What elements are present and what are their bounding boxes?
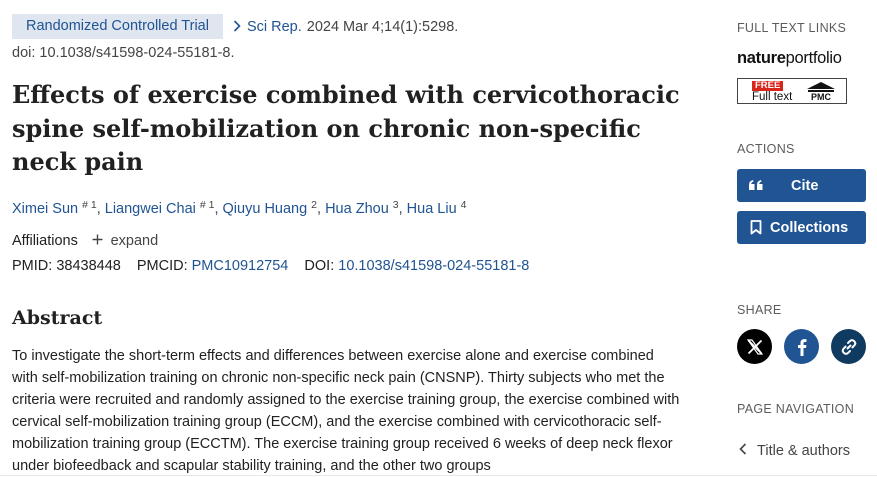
chevron-left-icon xyxy=(739,443,751,459)
article-identifiers xyxy=(12,258,529,274)
author-affiliation-sup[interactable]: 4 xyxy=(460,199,467,211)
author-link[interactable]: Ximei Sun xyxy=(12,201,79,217)
actions-title: ACTIONS xyxy=(737,142,795,156)
full-text-links-title: FULL TEXT LINKS xyxy=(737,21,847,35)
publication-type-badge[interactable]: Randomized Controlled Trial xyxy=(12,14,223,39)
collections-button[interactable] xyxy=(737,211,866,244)
share-title: SHARE xyxy=(737,303,782,317)
abstract-text: To investigate the short-term effects and differences between exercise alone and exercise combined with self-mobilization training on chronic non-specific neck pain (CNSNP). Thirty subjects who met the criteria were recruited and randomly assigned to the exercise training group, the exercise combined with cervical self-mobilization training group (ECCM), and the exercise combined with cervicothoracic self-mobilization training group (ECCTM). The exercise training group received 6 weeks of deep neck flexor under biofeedback and scapular stability training, and the other two groups xyxy=(12,348,680,474)
link-icon[interactable] xyxy=(831,329,866,364)
article-title: Effects of exercise combined with cervicothoracic spine self-mobilization on chronic non-specific neck pain xyxy=(12,80,680,176)
publication-date: 2024 Mar 4;14(1):5298. xyxy=(306,18,459,35)
author-separator: , xyxy=(214,201,219,217)
pmc-free-full-text-link[interactable] xyxy=(737,78,847,104)
nav-item-label: Title & authors xyxy=(757,443,850,459)
author-separator: , xyxy=(398,201,403,217)
author-link[interactable]: Hua Zhou xyxy=(325,201,389,217)
bookmark-icon xyxy=(747,220,765,235)
pmid-value: 38438448 xyxy=(56,258,121,274)
author-affiliation-sup[interactable]: 2 xyxy=(311,199,318,211)
author-affiliation-sup[interactable]: 3 xyxy=(392,199,399,211)
pmid-label: PMID: xyxy=(12,258,53,274)
chevron-right-icon xyxy=(233,19,241,35)
nature-portfolio-regular: portfolio xyxy=(785,49,842,67)
pmc-logo-text: PMC xyxy=(811,92,831,102)
author-link[interactable]: Hua Liu xyxy=(406,201,457,217)
author-separator: , xyxy=(317,201,322,217)
cite-label: Cite xyxy=(791,177,819,194)
author-link[interactable]: Qiuyu Huang xyxy=(222,201,308,217)
share-buttons xyxy=(737,329,866,364)
nav-title-authors[interactable] xyxy=(737,443,850,459)
doi-link[interactable]: 10.1038/s41598-024-55181-8 xyxy=(338,258,530,274)
article-topline xyxy=(12,14,458,39)
pmcid-link[interactable]: PMC10912754 xyxy=(191,258,289,274)
plus-icon xyxy=(92,230,108,249)
doi-label: DOI: xyxy=(304,258,335,274)
author-affiliation-sup[interactable]: # 1 xyxy=(199,199,215,211)
free-label: FREE xyxy=(752,81,783,91)
abstract-heading: Abstract xyxy=(12,307,103,329)
x-icon[interactable] xyxy=(737,329,772,364)
authors-list xyxy=(12,199,467,217)
pmcid-label: PMCID: xyxy=(136,258,188,274)
journal-link[interactable]: Sci Rep. xyxy=(246,18,302,35)
page-navigation-title: PAGE NAVIGATION xyxy=(737,402,855,416)
bottom-divider xyxy=(0,475,877,476)
quote-icon xyxy=(747,180,765,191)
author-separator: , xyxy=(96,201,101,217)
affiliations-label: Affiliations xyxy=(12,233,78,249)
facebook-icon[interactable] xyxy=(784,329,819,364)
cite-button[interactable] xyxy=(737,169,866,202)
nature-portfolio-link[interactable] xyxy=(737,49,842,68)
author-affiliation-sup[interactable]: # 1 xyxy=(82,199,97,211)
pmc-logo-icon xyxy=(804,80,838,102)
full-text-label: Full text xyxy=(752,91,793,103)
nature-portfolio-bold: nature xyxy=(737,49,786,67)
author-link[interactable]: Liangwei Chai xyxy=(104,201,196,217)
expand-label[interactable]: expand xyxy=(110,233,159,249)
affiliations-toggle[interactable] xyxy=(12,233,158,249)
collections-label: Collections xyxy=(770,219,849,236)
doi-line: doi: 10.1038/s41598-024-55181-8. xyxy=(12,45,235,61)
